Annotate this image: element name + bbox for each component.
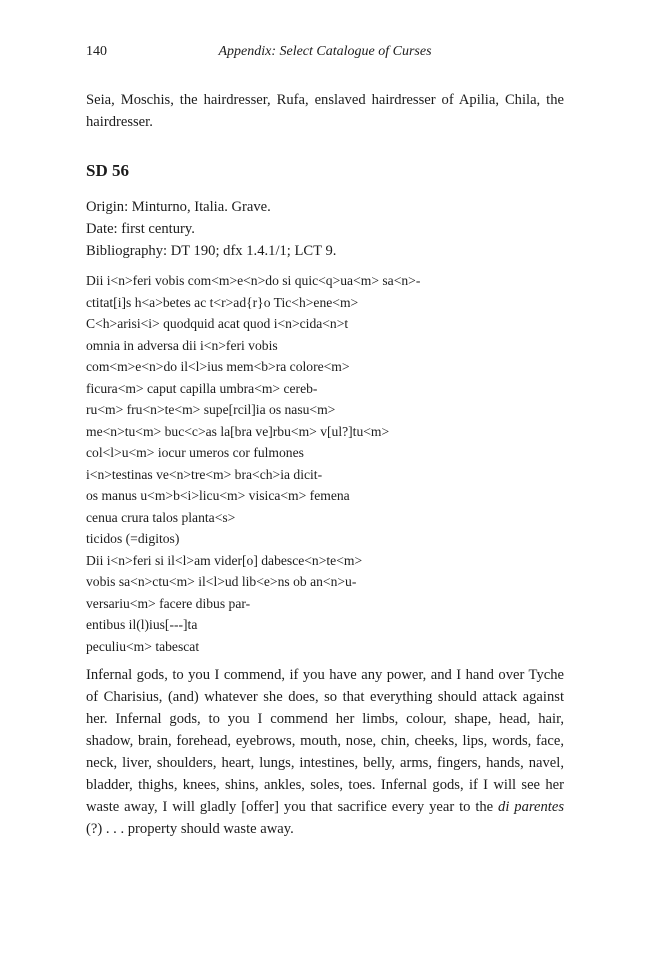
latin-line: ctitat[i]s h<a>betes ac t<r>ad{r}o Tic<h>ene<m> [86,294,359,310]
latin-line: Dii i<n>feri si il<l>am vider[o] dabesce<n>te<m> [86,552,363,568]
date-line: Date: first century. [86,221,195,237]
running-title: Appendix: Select Catalogue of Curses [218,44,432,59]
translation-tail-text: (?) . . . property should waste away. [86,821,294,837]
latin-line: ticidos (=digitos) [86,531,180,546]
entry-metadata [86,196,564,262]
latin-line: ru<m> fru<n>te<m> supe[rcil]ia os nasu<m> [86,402,336,417]
latin-line: vobis sa<n>ctu<m> il<l>ud lib<e>ns ob an<n>u- [86,574,357,589]
latin-line: com<m>e<n>do il<l>ius mem<b>ra colore<m> [86,359,350,374]
latin-line: omnia in adversa dii i<n>feri vobis [86,337,278,353]
latin-line: me<n>tu<m> buc<c>as la[bra ve]rbu<m> v[ul?]tu<m> [86,423,390,439]
latin-line: Dii i<n>feri vobis com<m>e<n>do si quic<q>ua<m> sa<n>- [86,273,421,288]
latin-line: i<n>testinas ve<n>tre<m> bra<ch>ia dicit- [86,466,323,482]
latin-line: cenua crura talos planta<s> [86,509,236,525]
entry-heading: SD 56 [86,161,129,180]
translation-main-text: Infernal gods, to you I commend, if you have any power, and I hand over Tyche of Charisius, (and) whatever she does, so that everything should attack against her. Infernal gods, to you I commend her limbs, colour, shape, head, hair, shadow, brain, forehead, eyebrows, mouth, nose, chin, cheeks, lips, words, face, neck, liver, shoulders, heart, lungs, intestines, belly, arms, fingers, hands, navel, bladder, thighs, knees, shins, ankles, soles, toes. Infernal gods, if I will see her waste away, I will gladly [offer] you that sacrifice every year to the [86,667,564,815]
translation-italic-term: di parentes [498,799,565,815]
latin-line: C<h>arisi<i> quodquid acat quod i<n>cida<n>t [86,316,349,331]
latin-line: os manus u<m>b<i>licu<m> visica<m> femena [86,488,350,503]
origin-line: Origin: Minturno, Italia. Grave. [86,199,271,215]
latin-line: ficura<m> caput capilla umbra<m> cereb- [86,380,318,396]
latin-line: col<l>u<m> iocur umeros cor fulmones [86,445,304,460]
page-header [86,44,564,64]
latin-line: peculiu<m> tabescat [86,638,200,654]
page-number: 140 [86,44,107,59]
latin-transcription [86,270,564,657]
latin-line: entibus il(l)ius[---]ta [86,617,198,632]
translation-paragraph [86,664,564,840]
latin-line: versariu<m> facere dibus par- [86,595,251,611]
bibliography-line: Bibliography: DT 190; dfx 1.4.1/1; LCT 9. [86,243,337,259]
continuation-paragraph: Seia, Moschis, the hairdresser, Rufa, enslaved hairdresser of Apilia, Chila, the hairdresser. [86,92,564,130]
